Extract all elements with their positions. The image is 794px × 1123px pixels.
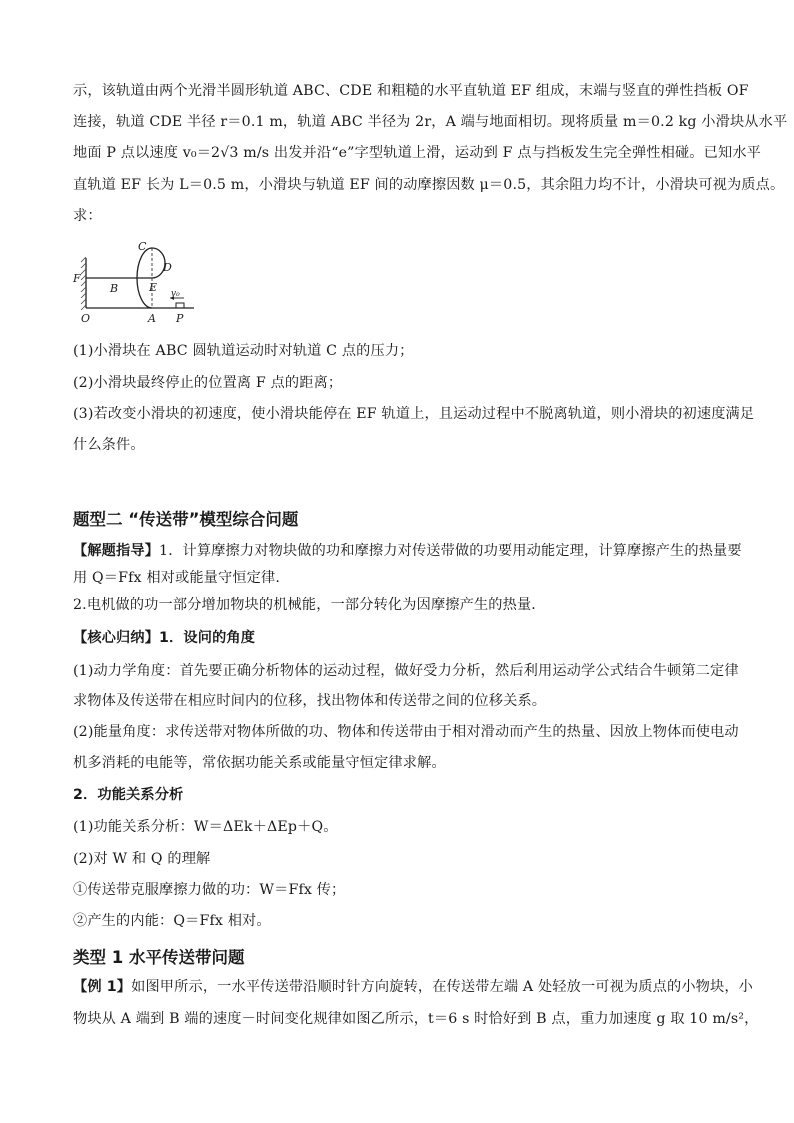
- label-e: E: [149, 281, 158, 294]
- problem-line-4: 直轨道 EF 长为 L＝0.5 m，小滑块与轨道 EF 间的动摩擦因数 μ＝0.5，其余阻力均不计，小滑块可视为质点。: [73, 177, 785, 193]
- example-text-1: 如图甲所示，一水平传送带沿顺时针方向旋转，在传送带左端 A 处轻放一可视为质点的小物块，小: [131, 979, 754, 995]
- guide-line-1: [73, 541, 742, 561]
- func-text-2: (2)对 W 和 Q 的理解: [73, 851, 211, 867]
- core-text-3: (2)能量角度：求传送带对物体所做的功、物体和传送带由于相对滑动而产生的热量、因放上物体而使电动: [73, 724, 739, 740]
- label-v0: v₀: [171, 289, 180, 299]
- core-tag: 【核心归纳】: [73, 630, 160, 646]
- track-figure: [72, 238, 202, 326]
- label-b: B: [110, 282, 119, 295]
- func-title: 2．功能关系分析: [73, 787, 184, 803]
- label-f: F: [73, 272, 81, 285]
- label-p: P: [176, 312, 184, 325]
- func-text-4: ②产生的内能：Q＝Ffx 相对。: [73, 913, 271, 929]
- question-2: (2)小滑块最终停止的位置离 F 点的距离；: [73, 375, 343, 391]
- label-o: O: [81, 312, 91, 325]
- guide-text-1: 1．计算摩擦力对物块做的功和摩擦力对传送带做的功要用动能定理，计算摩擦产生的热量要: [159, 543, 742, 559]
- func-text-1: (1)功能关系分析：W＝ΔEk＋ΔEp＋Q。: [73, 819, 338, 835]
- section-title: 题型二 “传送带”模型综合问题: [73, 510, 299, 529]
- problem-line-1: 示，该轨道由两个光滑半圆形轨道 ABC、CDE 和粗糙的水平直轨道 EF 组成，末端与竖直的弹性挡板 OF: [73, 83, 749, 99]
- problem-line-5: 求：: [73, 208, 102, 224]
- guide-tag: 【解题指导】: [73, 543, 160, 559]
- label-a: A: [148, 312, 156, 325]
- problem-line-2: 连接，轨道 CDE 半径 r＝0.1 m，轨道 ABC 半径为 2r，A 端与地面相切。现将质量 m＝0.2 kg 小滑块从水平: [73, 114, 788, 130]
- core-title: 1．设问的角度: [159, 630, 256, 646]
- question-3: (3)若改变小滑块的初速度，使小滑块能停在 EF 轨道上，且运动过程中不脱离轨道，则小滑块的初速度满足: [73, 406, 755, 422]
- core-line: [73, 628, 255, 648]
- core-text-1: (1)动力学角度：首先要正确分析物体的运动过程，做好受力分析，然后利用运动学公式结合牛顿第二定律: [73, 663, 739, 679]
- label-c: C: [138, 240, 147, 253]
- problem-line-3: 地面 P 点以速度 v₀＝2√3 m/s 出发并沿“e”字型轨道上滑，运动到 F 点与挡板发生完全弹性相碰。已知水平: [73, 145, 761, 161]
- core-text-2: 求物体及传送带在相应时间内的位移，找出物体和传送带之间的位移关系。: [73, 693, 547, 709]
- example-tag: 【例 1】: [73, 979, 132, 995]
- type1-title: 类型 1 水平传送带问题: [73, 948, 245, 967]
- label-d: D: [163, 261, 172, 274]
- question-1: (1)小滑块在 ABC 圆轨道运动时对轨道 C 点的压力；: [73, 343, 414, 359]
- guide-line-3: 2.电机做的功一部分增加物块的机械能，一部分转化为因摩擦产生的热量．: [73, 597, 546, 613]
- example-line-2: 物块从 A 端到 B 端的速度－时间变化规律如图乙所示，t＝6 s 时恰好到 B 点，重力加速度 g 取 10 m/s²，: [73, 1011, 759, 1027]
- core-text-4: 机多消耗的电能等，常依据功能关系或能量守恒定律求解。: [73, 755, 446, 771]
- question-3-cont: 什么条件。: [73, 437, 145, 453]
- guide-line-2: 用 Q＝Ffx 相对或能量守恒定律.: [73, 570, 281, 586]
- func-text-3: ①传送带克服摩擦力做的功：W＝Ffx 传；: [73, 882, 346, 898]
- example-line-1: [73, 977, 753, 997]
